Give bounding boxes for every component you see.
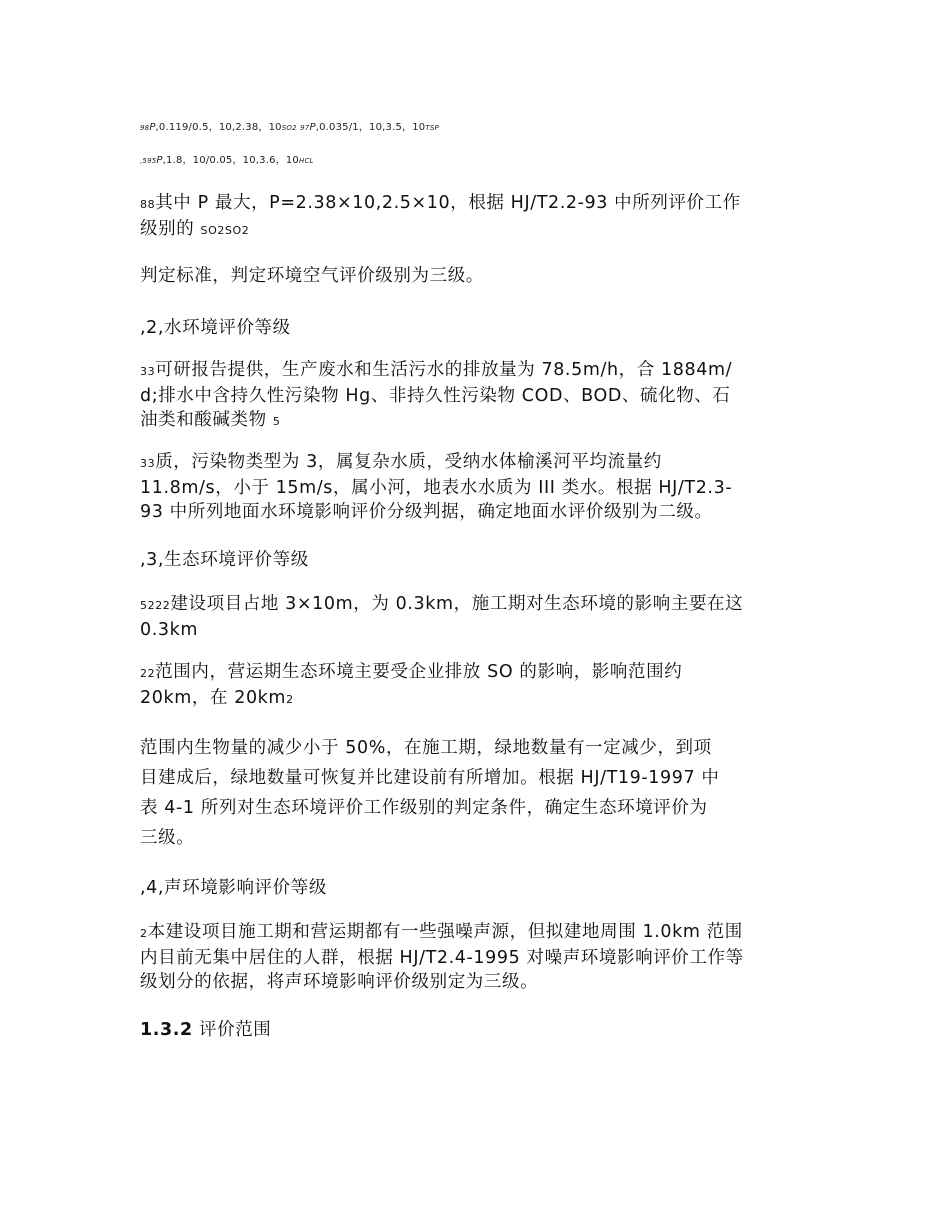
text-line: 本建设项目施工期和营运期都有一些强噪声源，但拟建地周围 1.0km 范围 bbox=[147, 922, 743, 942]
text-line: 0.3km bbox=[140, 620, 199, 640]
text-line: 11.8m/s，小于 15m/s，属小河，地表水水质为 III 类水。根据 HJ/T2.3- bbox=[140, 478, 733, 498]
text-line: 油类和酸碱类物 bbox=[140, 410, 267, 430]
text-line: 内目前无集中居住的人群，根据 HJ/T2.4-1995 对噪声环境影响评价工作等 bbox=[140, 948, 744, 968]
formula-line-2 bbox=[140, 155, 314, 167]
section-number: 1.3.2 bbox=[140, 1020, 193, 1040]
formula-prefix: ,595 bbox=[140, 157, 157, 165]
paragraph-noise bbox=[140, 920, 805, 994]
footnote-marker: 5 bbox=[272, 415, 281, 428]
text-line: 20km，在 20km bbox=[140, 688, 287, 708]
formula-symbol: P bbox=[309, 122, 316, 133]
text-line: 三级。 bbox=[140, 828, 195, 848]
paragraph-air-conclusion: 判定标准，判定环境空气评价级别为三级。 bbox=[140, 266, 484, 286]
formula-line-1 bbox=[140, 122, 439, 134]
paragraph-water-discharge bbox=[140, 358, 805, 434]
text-line: 93 中所列地面水环境影响评价分级判据，确定地面水评价级别为二级。 bbox=[140, 502, 713, 522]
heading-water-level: ,2,水环境评价等级 bbox=[140, 318, 291, 338]
section-title: 评价范围 bbox=[199, 1020, 272, 1040]
footnote-marker: 33 bbox=[140, 457, 156, 470]
paragraph-eco-range bbox=[140, 660, 805, 712]
formula-prefix: 97 bbox=[300, 124, 310, 132]
text-line: 范围内，营运期生态环境主要受企业排放 SO 的影响，影响范围约 bbox=[155, 662, 683, 682]
footnote-marker: 33 bbox=[140, 365, 156, 378]
footnote-marker: 88 bbox=[140, 198, 156, 211]
formula-text: ,1.8，10/0.05，10,3.6，10 bbox=[162, 155, 299, 166]
formula-subscript: HCL bbox=[299, 157, 314, 165]
text-line: 表 4-1 所列对生态环境评价工作级别的判定条件，确定生态环境评价为 bbox=[140, 798, 708, 818]
formula-symbol: P bbox=[149, 122, 156, 133]
paragraph-eco-land bbox=[140, 592, 805, 642]
heading-noise-level: ,4,声环境影响评价等级 bbox=[140, 878, 327, 898]
footnote-marker: 5222 bbox=[140, 599, 171, 612]
text-line: d;排水中含持久性污染物 Hg、非持久性污染物 COD、BOD、硫化物、石 bbox=[140, 386, 731, 406]
footnote-marker: 2 bbox=[140, 927, 148, 940]
footnote-marker: 22 bbox=[140, 667, 156, 680]
text-line: 其中 P 最大，P=2.38×10,2.5×10，根据 HJ/T2.2-93 中所列评价工作 bbox=[155, 193, 741, 213]
formula-text: ,0.119/0.5，10,2.38，10 bbox=[155, 122, 282, 133]
formula-subscript: SO2 bbox=[281, 124, 297, 132]
formula-text: ,0.035/1，10,3.5，10 bbox=[315, 122, 426, 133]
section-heading-1-3-2 bbox=[140, 1018, 805, 1042]
paragraph-eco-conclusion bbox=[140, 733, 805, 853]
footnote-marker: SO2SO2 bbox=[200, 224, 250, 237]
text-line: 目建成后，绿地数量可恢复并比建设前有所增加。根据 HJ/T19-1997 中 bbox=[140, 768, 720, 788]
paragraph-air-level bbox=[140, 191, 805, 243]
text-line: 建设项目占地 3×10m，为 0.3km，施工期对生态环境的影响主要在这 bbox=[170, 594, 744, 614]
heading-eco-level: ,3,生态环境评价等级 bbox=[140, 550, 309, 570]
footnote-marker: 2 bbox=[286, 693, 294, 706]
formula-symbol: P bbox=[156, 155, 163, 166]
text-line: 质，污染物类型为 3，属复杂水质，受纳水体榆溪河平均流量约 bbox=[155, 452, 662, 472]
paragraph-water-quality bbox=[140, 450, 805, 524]
text-line: 级别的 bbox=[140, 219, 195, 239]
text-line: 范围内生物量的减少小于 50%，在施工期，绿地数量有一定减少，到项 bbox=[140, 738, 712, 758]
formula-subscript: TSP bbox=[425, 124, 439, 132]
formula-prefix: 98 bbox=[140, 124, 150, 132]
text-line: 级划分的依据，将声环境影响评价级别定为三级。 bbox=[140, 972, 539, 992]
text-line: 可研报告提供，生产废水和生活污水的排放量为 78.5m/h，合 1884m/ bbox=[155, 360, 733, 380]
